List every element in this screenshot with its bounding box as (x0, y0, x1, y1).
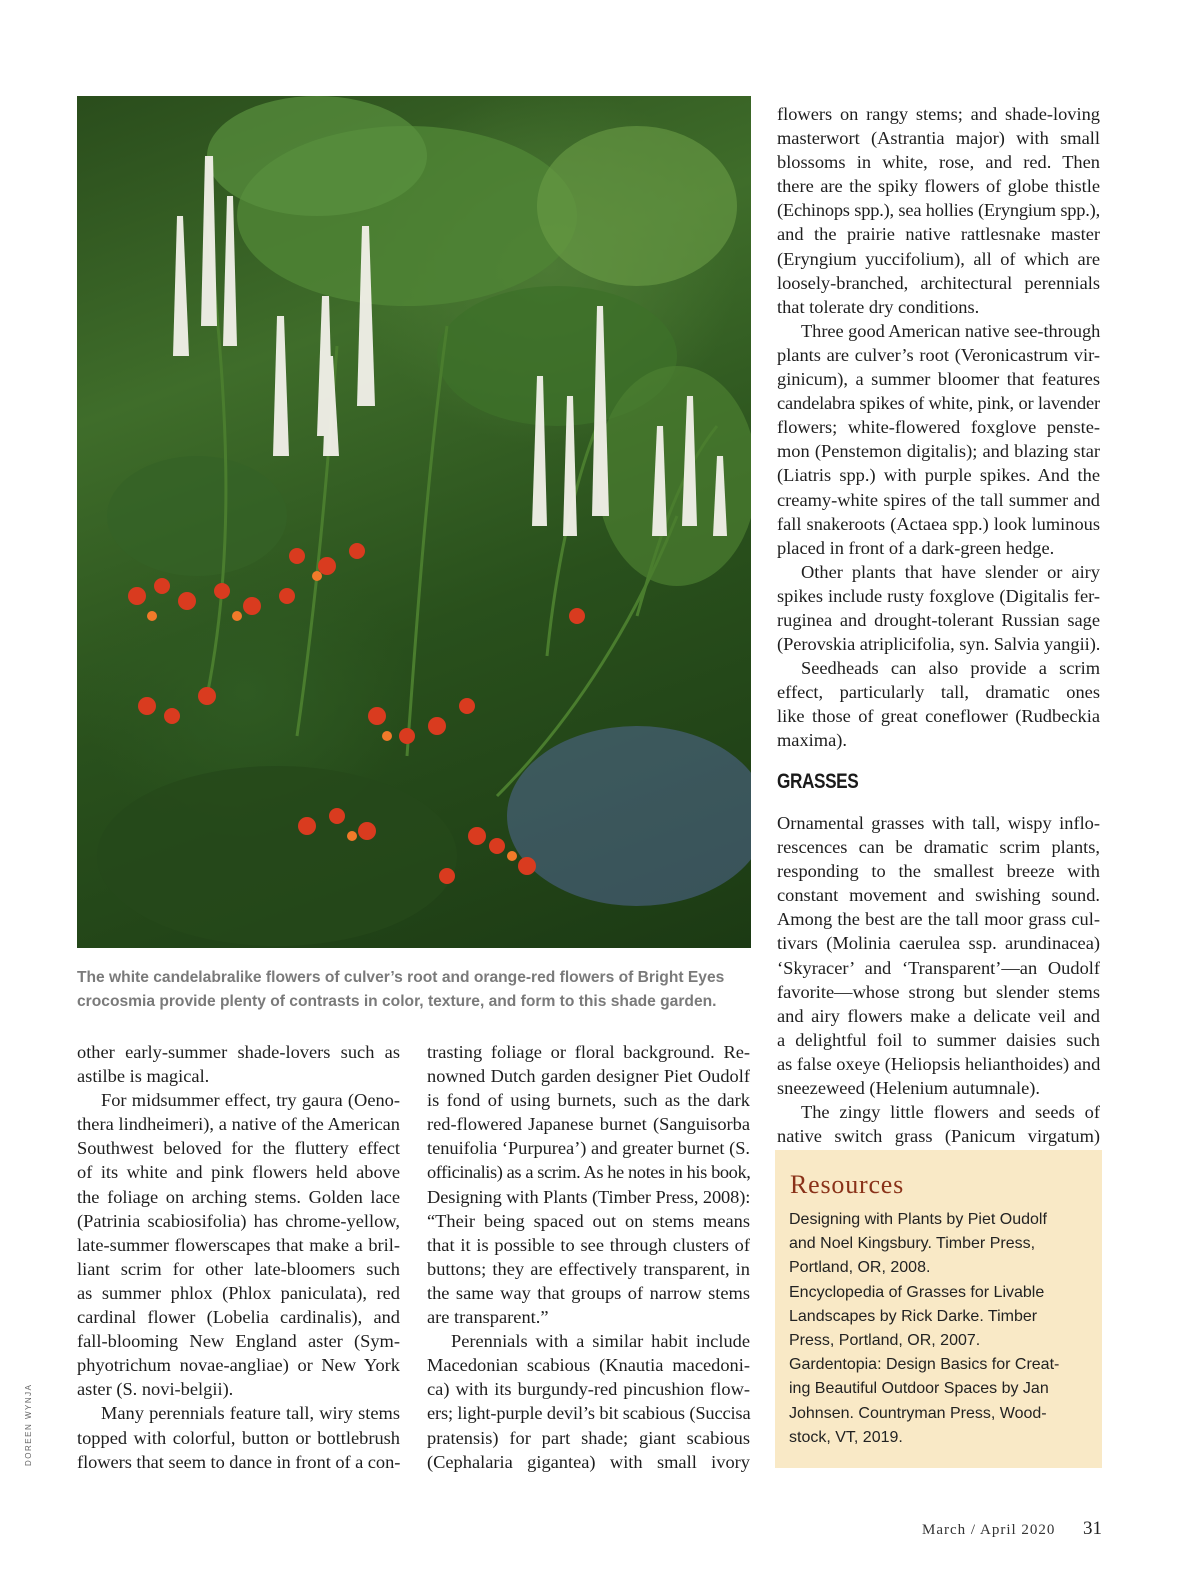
text-line: (Liatris spp.) with purple spikes. And the (777, 465, 1100, 486)
text-line: ruginea and drought-tolerant Russian sage (777, 609, 1100, 630)
text-line: responding to the smallest breeze with (777, 861, 1100, 882)
photo-caption (77, 966, 751, 1014)
text-line: of its white and pink flowers held above (77, 1162, 400, 1183)
text-line: the foliage on arching stems. Golden lace (77, 1186, 400, 1207)
resource-line: Portland, OR, 2008. (789, 1259, 931, 1277)
text-line: (Patrinia scabiosifolia) has chrome-yellow, (77, 1210, 400, 1231)
body-column-2 (427, 1040, 750, 1474)
photo-illustration (77, 96, 751, 948)
text-line: are transparent.” (427, 1307, 549, 1328)
text-line: is fond of using burnets, such as the dark (427, 1090, 750, 1111)
text-line: the same way that groups of narrow stems (427, 1282, 750, 1303)
text-line: rescences can be dramatic scrim plants, (777, 837, 1100, 858)
resource-line: Gardentopia: Design Basics for Creat- (789, 1356, 1060, 1374)
text-line: (Perovskia atriplicifolia, syn. Salvia yangii). (777, 634, 1101, 655)
text-line: there are the spiky flowers of globe thistle (777, 176, 1100, 197)
text-line: red-flowered Japanese burnet (Sanguisorba (427, 1114, 750, 1135)
text-line: nowned Dutch garden designer Piet Oudolf (427, 1066, 750, 1087)
text-line: cardinal flower (Lobelia cardinalis), and (77, 1307, 400, 1328)
body-column-3 (777, 102, 1100, 753)
text-line: flowers; white-flowered foxglove penste- (777, 417, 1100, 438)
text-line: (Echinops spp.), sea hollies (Eryngium spp.), (777, 200, 1100, 221)
text-line: effect, particularly tall, dramatic ones (777, 682, 1100, 703)
text-line: Perennials with a similar habit include (451, 1331, 750, 1352)
text-line: liant scrim for other late-bloomers such (77, 1258, 400, 1279)
caption-line: crocosmia provide plenty of contrasts in color, texture, and form to this shade garden. (77, 993, 717, 1010)
text-line: “Their being spaced out on stems means (427, 1210, 750, 1231)
text-line: ers; light-purple devil’s bit scabious (Succisa (427, 1403, 751, 1424)
grasses-text (777, 811, 1100, 1148)
text-line: Southwest beloved for the fluttery effect (77, 1138, 400, 1159)
text-line: Seedheads can also provide a scrim (801, 658, 1100, 679)
text-line: spikes include rusty foxglove (Digitalis fer- (777, 585, 1100, 606)
resource-line: Press, Portland, OR, 2007. (789, 1332, 981, 1350)
text-line: buttons; they are effectively transparent, in (427, 1258, 750, 1279)
text-line: and airy flowers make a delicate veil and (777, 1005, 1100, 1026)
text-line: officinalis) as a scrim. As he notes in his book, (427, 1162, 751, 1183)
issue-date: March / April 2020 (922, 1522, 1056, 1538)
page-number: 31 (1083, 1518, 1102, 1539)
text-line: that it is possible to see through clusters of (427, 1234, 750, 1255)
text-line: For midsummer effect, try gaura (Oeno- (101, 1090, 400, 1111)
text-line: Among the best are the tall moor grass cul- (777, 909, 1100, 930)
text-line: native switch grass (Panicum virgatum) (777, 1126, 1100, 1147)
text-line: favorite—whose strong but slender stems (777, 981, 1100, 1002)
text-line: like those of great coneflower (Rudbeckia (777, 706, 1100, 727)
text-line: Many perennials feature tall, wiry stems (101, 1403, 400, 1424)
text-line: loosely-branched, architectural perennials (777, 272, 1100, 293)
resource-line: and Noel Kingsbury. Timber Press, (789, 1235, 1036, 1253)
resource-line: Encyclopedia of Grasses for Livable (789, 1283, 1045, 1301)
text-line: and the prairie native rattlesnake master (777, 224, 1100, 245)
text-line: aster (S. novi-belgii). (77, 1379, 234, 1400)
text-line: creamy-white spires of the tall summer and (777, 489, 1100, 510)
text-line: tenuifolia ‘Purpurea’) and greater burnet (S. (427, 1138, 750, 1159)
text-line: candelabra spikes of white, pink, or lavender (777, 393, 1100, 414)
text-line: Designing with Plants (Timber Press, 2008): (427, 1186, 751, 1207)
text-line: as false oxeye (Heliopsis helianthoides) and (777, 1053, 1101, 1074)
text-line: Three good American native see-through (801, 320, 1101, 341)
text-line: as summer phlox (Phlox paniculata), red (77, 1282, 400, 1303)
text-line: ca) with its burgundy-red pincushion flow- (427, 1379, 750, 1400)
text-line: masterwort (Astrantia major) with small (777, 128, 1100, 149)
text-line: placed in front of a dark-green hedge. (777, 537, 1055, 558)
text-line: (Eryngium yuccifolium), all of which are (777, 248, 1100, 269)
text-line: fall-blooming New England aster (Sym- (77, 1331, 400, 1352)
garden-photo (77, 96, 751, 948)
text-line: trasting foliage or floral background. Re- (427, 1042, 750, 1062)
text-line: mon (Penstemon digitalis); and blazing star (777, 441, 1100, 462)
resource-line: Johnsen. Countryman Press, Wood- (789, 1404, 1047, 1422)
caption-line: The white candelabralike flowers of culver’s root and orange-red flowers of Bright Eyes (77, 969, 725, 986)
text-line: Ornamental grasses with tall, wispy inflo- (777, 813, 1100, 833)
text-line: Other plants that have slender or airy (801, 561, 1100, 582)
text-line: tivars (Molinia caerulea ssp. arundinacea) (777, 933, 1100, 954)
text-line: plants are culver’s root (Veronicastrum vir- (777, 344, 1100, 365)
text-line: flowers on rangy stems; and shade-loving (777, 104, 1100, 124)
text-line: pratensis) for part shade; giant scabious (427, 1427, 750, 1448)
text-line: Macedonian scabious (Knautia macedoni- (427, 1355, 750, 1376)
resources-box (775, 1150, 1102, 1468)
text-line: maxima). (777, 730, 847, 751)
resource-line: ing Beautiful Outdoor Spaces by Jan (789, 1380, 1049, 1398)
photo-credit: DOREEN WYNJA (24, 1383, 33, 1466)
text-line: thera lindheimeri), a native of the American (77, 1114, 400, 1135)
text-line: constant movement and swishing sound. (777, 885, 1100, 906)
text-line: that tolerate dry conditions. (777, 296, 980, 317)
resources-title: Resources (790, 1170, 905, 1199)
text-line: The zingy little flowers and seeds of (801, 1102, 1100, 1123)
body-column-1 (77, 1040, 400, 1474)
text-line: phyotrichum novae-angliae) or New York (77, 1355, 400, 1376)
text-line: late-summer flowerscapes that make a bril- (77, 1234, 400, 1255)
resource-line: Landscapes by Rick Darke. Timber (789, 1307, 1038, 1325)
section-heading-grasses: GRASSES (777, 770, 859, 793)
text-line: fall snakeroots (Actaea spp.) look luminous (777, 513, 1100, 534)
resources-list (789, 1208, 1094, 1450)
text-line: a delightful foil to summer daisies such (777, 1029, 1100, 1050)
text-line: ginicum), a summer bloomer that features (777, 369, 1100, 390)
text-line: (Cephalaria gigantea) with small ivory (427, 1451, 750, 1472)
text-line: sneezeweed (Helenium autumnale). (777, 1078, 1040, 1099)
text-line: blossoms in white, rose, and red. Then (777, 152, 1100, 173)
text-line: other early-summer shade-lovers such as (77, 1042, 400, 1062)
resource-line: Designing with Plants by Piet Oudolf (789, 1211, 1047, 1228)
text-line: topped with colorful, button or bottlebrush (77, 1427, 400, 1448)
resource-line: stock, VT, 2019. (789, 1428, 903, 1446)
text-line: ‘Skyracer’ and ‘Transparent’—an Oudolf (777, 957, 1100, 978)
text-line: flowers that seem to dance in front of a con- (77, 1451, 401, 1472)
text-line: astilbe is magical. (77, 1066, 210, 1087)
